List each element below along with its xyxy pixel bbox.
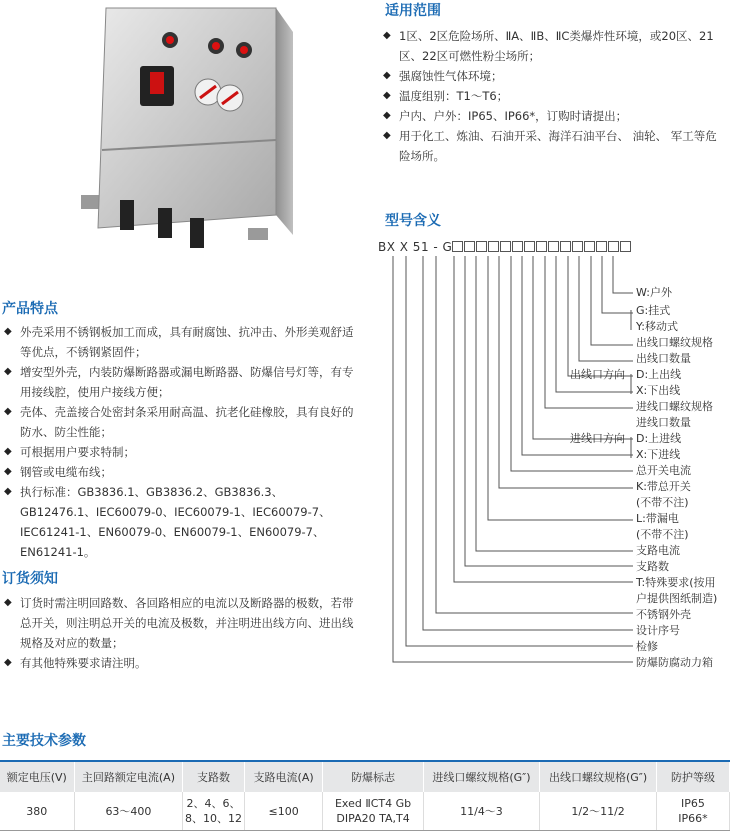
model-label-inlet-thread: 进线口螺纹规格 — [636, 400, 713, 413]
features-list — [4, 322, 354, 562]
table-header: 防护等级 — [656, 761, 729, 792]
cell-voltage: 380 — [0, 792, 74, 831]
model-tree-lines — [378, 252, 638, 672]
cell-inlet-thread: 11/4～3 — [423, 792, 540, 831]
list-item: ◆ 钢管或电缆布线； — [4, 465, 112, 479]
list-item: ◆ 户内、户外：IP65、IP66*，订购时请提出； — [383, 109, 628, 123]
model-label-k-note: (不带不注) — [636, 496, 689, 509]
model-label-inlet-up: D:上进线 — [636, 432, 682, 445]
model-label-t: T:特殊要求(按用 — [636, 576, 716, 589]
specs-table — [0, 760, 730, 831]
model-label-k: K:带总开关 — [636, 480, 691, 493]
features-heading: 产品特点 — [2, 301, 58, 317]
model-label-branch-count: 支路数 — [636, 560, 669, 573]
ordering-heading: 订货须知 — [2, 571, 58, 587]
cell-line: Exed ⅡCT4 Gb — [334, 797, 412, 810]
model-label-maintenance: 检修 — [636, 640, 658, 653]
list-item: ◆ 温度组别：T1～T6； — [383, 89, 509, 103]
table-header: 防爆标志 — [323, 761, 423, 792]
model-label-outlet-thread: 出线口螺纹规格 — [636, 336, 713, 349]
ordering-list — [4, 593, 354, 673]
model-label-box: 防爆防腐动力箱 — [636, 656, 713, 669]
cell-line: IP65 — [681, 797, 705, 810]
specs-heading: 主要技术参数 — [2, 733, 86, 749]
model-heading: 型号含义 — [385, 213, 441, 229]
model-label-y: Y:移动式 — [636, 320, 678, 333]
list-item: ◆ 1区、2区危险场所、ⅡA、ⅡB、ⅡC类爆炸性环境，或20区、21区、22区可燃性粉尘场所； — [383, 29, 714, 63]
cell-ip — [656, 792, 729, 831]
model-label-inlet-down: X:下进线 — [636, 448, 681, 461]
model-label-t-note: 户提供图纸制造) — [636, 592, 718, 605]
table-header: 额定电压(V) — [0, 761, 74, 792]
table-header: 主回路额定电流(A) — [74, 761, 183, 792]
list-item: ◆ 外壳采用不锈钢板加工而成，具有耐腐蚀、抗冲击、外形美观舒适等优点，不锈钢紧固件； — [4, 325, 354, 359]
model-label-design-no: 设计序号 — [636, 624, 680, 637]
list-item: ◆ 有其他特殊要求请注明。 — [4, 656, 147, 670]
cell-line: IP66* — [678, 812, 708, 825]
model-label-l-note: (不带不注) — [636, 528, 689, 541]
model-side-outlet-dir: 出线口方向 — [570, 368, 625, 381]
product-image — [78, 0, 298, 255]
scope-heading: 适用范围 — [385, 3, 441, 19]
list-item: ◆ 增安型外壳，内装防爆断路器或漏电断路器、防爆信号灯等，有专用接线腔，使用户接线方便； — [4, 365, 354, 399]
model-side-inlet-dir: 进线口方向 — [570, 432, 625, 445]
cell-ex-mark — [323, 792, 423, 831]
cell-branch-current: ≤100 — [244, 792, 323, 831]
cell-branches — [183, 792, 244, 831]
list-item: ◆ 执行标准：GB3836.1、GB3836.2、GB3836.3、GB12476.1、IEC60079-0、IEC60079-1、IEC60079-7、IEC61241-1、EN60079-0、EN60079-1、EN60079-7、EN61241-1。 — [4, 485, 331, 559]
cell-line: 2、4、6、 — [186, 797, 241, 810]
table-header: 出线口螺纹规格(G″) — [540, 761, 657, 792]
table-header: 进线口螺纹规格(G″) — [423, 761, 540, 792]
list-item: ◆ 壳体、壳盖接合处密封条采用耐高温、抗老化硅橡胶，具有良好的防水、防尘性能； — [4, 405, 354, 439]
model-label-main-switch-current: 总开关电流 — [636, 464, 691, 477]
cell-line: 8、10、12 — [185, 812, 243, 825]
model-label-g: G:挂式 — [636, 304, 671, 317]
model-label-stainless: 不锈钢外壳 — [636, 608, 691, 621]
table-header: 支路电流(A) — [244, 761, 323, 792]
model-label-outlet-down: X:下出线 — [636, 384, 681, 397]
model-label-l: L:带漏电 — [636, 512, 679, 525]
cell-outlet-thread: 1/2～11/2 — [540, 792, 657, 831]
cell-main-current: 63～400 — [74, 792, 183, 831]
model-label-branch-current: 支路电流 — [636, 544, 680, 557]
table-header-row — [0, 761, 730, 792]
list-item: ◆ 订货时需注明回路数、各回路相应的电流以及断路器的极数，若带总开关，则注明总开关的电流及极数，并注明进出线方向、进出线规格及对应的数量； — [4, 596, 354, 650]
list-item: ◆ 用于化工、炼油、石油开采、海洋石油平台、 油轮、 军工等危险场所。 — [383, 129, 717, 163]
scope-list — [383, 26, 728, 166]
model-code-prefix: BX X 51 - G — [378, 240, 453, 254]
table-row — [0, 792, 730, 831]
cell-line: DIPA20 TA,T4 — [336, 812, 410, 825]
model-label-w: W:户外 — [636, 286, 672, 299]
model-label-outlet-up: D:上出线 — [636, 368, 682, 381]
model-label-inlet-count: 进线口数量 — [636, 416, 691, 429]
list-item: ◆ 可根据用户要求特制； — [4, 445, 135, 459]
list-item: ◆ 强腐蚀性气体环境； — [383, 69, 503, 83]
table-header: 支路数 — [183, 761, 244, 792]
model-label-outlet-count: 出线口数量 — [636, 352, 691, 365]
